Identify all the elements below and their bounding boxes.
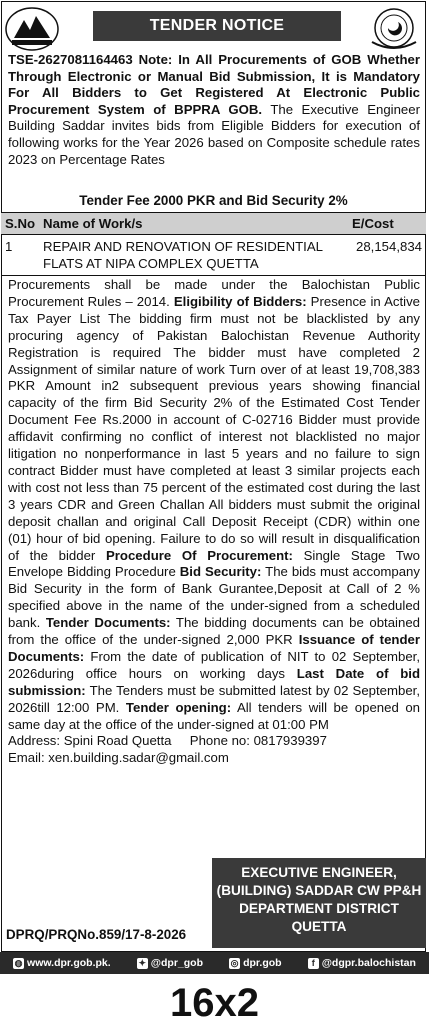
procedure-text: Single Stage Two Envelope Bidding Procedure xyxy=(8,547,420,580)
instagram-icon: ◎ xyxy=(230,957,239,968)
terms-paragraph xyxy=(8,277,420,767)
email-line: Email: xen.building.sadar@gmail.com xyxy=(8,750,229,766)
row-cost: 28,154,834 xyxy=(348,235,426,276)
balochistan-emblem-logo xyxy=(4,6,60,52)
intro-text: The Executive Engineer Building Saddar invites bids from Eligible Bidders for execution of following works for the Year 2026 based on Composite schedule rates 2023 on Percentage Rates xyxy=(8,101,420,167)
footer-label: dpr.gob xyxy=(243,957,282,969)
bid-security-text: The bids must accompany Bid Security in the form of Bank Gurantee,Deposit at Call of 2 % specified above in the name of the under-signed from a scheduled bank. xyxy=(8,564,420,631)
footer-facebook[interactable] xyxy=(308,957,416,969)
last-date-text: The Tenders must be submitted latest by 02 September, 2026till 12:00 PM. xyxy=(8,682,420,715)
signer-line: DEPARTMENT DISTRICT xyxy=(239,901,399,916)
address-line: Address: Spini Road Quetta Phone no: 0817939397 xyxy=(8,733,327,749)
footer-bar xyxy=(0,952,429,974)
ad-size-label: 16x2 xyxy=(170,981,259,1025)
eligibility-text: Presence in Active Tax Payer List The bidding firm must not be blacklisted by any procuring agency of Pakistan Balochistan Revenue Authority Registration is required The bidder must have completed 2 Assignment of similar nature of work Turn over of at least 19,708,383 PKR Amount in2 subsequent previous years showing financial capacity of the firm Bid Security 2% of the Estimated Cost Tender Document Fee Rs.2000 in account of C-02716 Bidder must provide affidavit confirming no conflict of interest not blacklisted no major litigation no nonperformance in last 5 years and no failure to sign contract Bidder must have completed at least 3 similar projects each with cost not less than 75 percent of the estimated cost during the last 3 years CDR and Green Challan All bidders must submit the original deposit challan and original Call Deposit Receipt (CDR) within one (01) hour of bid opening. Failure to do so will result in disqualification of the bidder xyxy=(8,293,420,563)
signer-line: EXECUTIVE ENGINEER, xyxy=(241,865,397,880)
procedure-heading: Procedure Of Procurement: xyxy=(105,547,293,563)
footer-instagram[interactable] xyxy=(229,957,282,969)
facebook-icon: f xyxy=(308,958,319,969)
page-title: TENDER NOTICE xyxy=(93,11,341,41)
globe-icon: ◍ xyxy=(14,957,23,968)
col-cost-header: E/Cost xyxy=(348,213,426,235)
row-sno: 1 xyxy=(1,235,39,276)
tender-opening-heading: Tender opening: xyxy=(125,699,232,715)
twitter-icon: ✦ xyxy=(138,957,147,968)
reference-number: DPRQ/PRQNo.859/17-8-2026 xyxy=(6,927,187,942)
table-header-row xyxy=(1,213,426,235)
footer-label: @dpr_gob xyxy=(150,957,203,969)
col-sno-header: S.No xyxy=(1,213,39,235)
government-seal-logo xyxy=(366,6,422,52)
tender-documents-heading: Tender Documents: xyxy=(45,615,171,631)
signer-line: (BUILDING) SADDAR CW PP&H xyxy=(216,883,422,898)
last-date-heading: Last Date of bid submission: xyxy=(8,665,420,698)
issuance-text: From the date of publication of NIT to 02 September, 2026during office hours on working days xyxy=(8,648,420,681)
intro-paragraph xyxy=(8,52,420,168)
footer-label: @dgpr.balochistan xyxy=(321,957,416,969)
issuance-heading: Issuance of tender Documents: xyxy=(8,632,420,664)
fee-line: Tender Fee 2000 PKR and Bid Security 2% xyxy=(79,193,348,208)
signatory-block xyxy=(212,858,426,948)
footer-website[interactable] xyxy=(13,957,111,969)
row-work-name: REPAIR AND RENOVATION OF RESIDENTIAL FLATS AT NIPA COMPLEX QUETTA xyxy=(39,235,348,276)
tender-opening-text: All tenders will be opened on same day at the office of the under-signed at 01:00 PM xyxy=(8,699,421,732)
intro-mandatory-note: TSE-2627081164463 Note: In All Procurements of GOB Whether Through Electronic or Manual Bid Submission, It is Mandatory For All Bidders to Get Registered At Electronic Public Procurement System of BPPRA GOB. xyxy=(8,52,420,117)
tender-documents-text: The bidding documents can be obtained from the office of the under-signed 2,000 PKR xyxy=(8,615,420,648)
table-row xyxy=(1,235,426,276)
footer-label: www.dpr.gob.pk. xyxy=(27,957,111,969)
bid-security-heading: Bid Security: xyxy=(179,564,262,580)
col-name-header: Name of Work/s xyxy=(39,213,348,235)
signer-line: QUETTA xyxy=(291,919,347,934)
footer-twitter[interactable] xyxy=(137,957,203,969)
rules-text: Procurements shall be made under the Balochistan Public Procurement Rules – 2014. xyxy=(8,277,420,309)
works-table xyxy=(1,212,426,276)
eligibility-heading: Eligibility of Bidders: xyxy=(173,293,307,309)
